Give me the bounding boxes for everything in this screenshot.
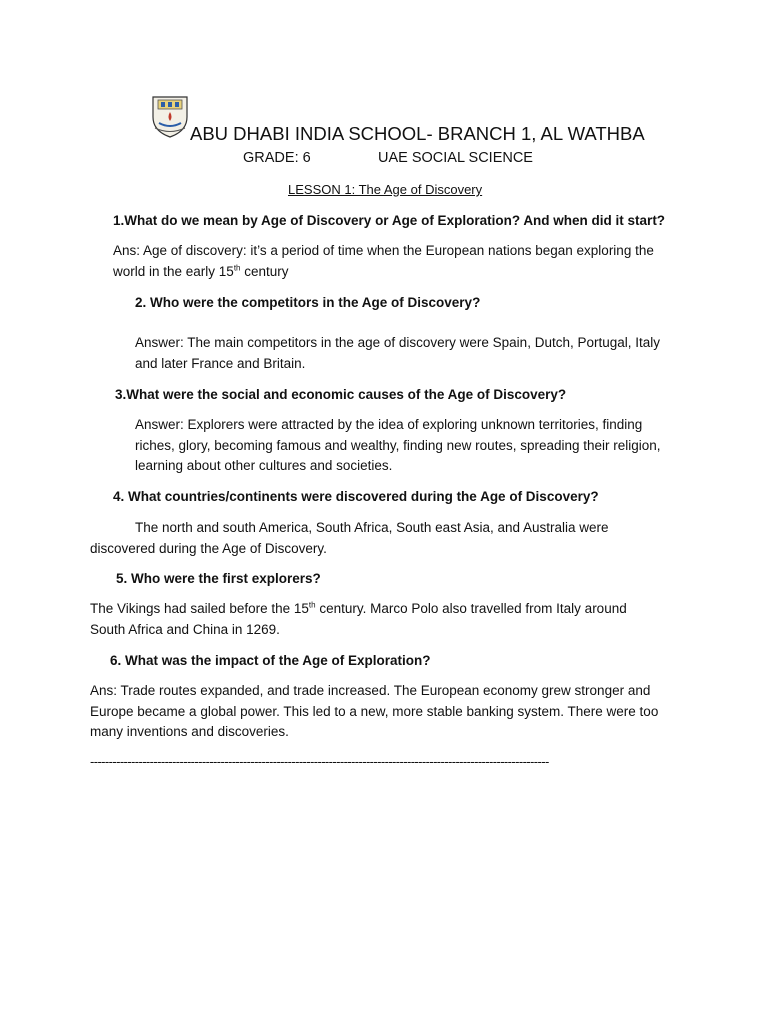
school-logo — [150, 95, 190, 139]
answer-5 — [90, 599, 655, 640]
dashed-divider: --------------------------------------------------------------------------------------------------------------------------- — [90, 754, 549, 769]
lesson-title: LESSON 1: The Age of Discovery — [288, 182, 483, 197]
answer-1-text: Ans: Age of discovery: it’s a period of time when the European nations began exploring the world in the early 15 — [113, 243, 654, 279]
school-name: ABU DHABI INDIA SCHOOL- BRANCH 1, AL WATHBA — [190, 123, 645, 144]
answer-5-text-end: century. Marco Polo also travelled from Italy around South Africa and China in 1269. — [90, 601, 627, 637]
answer-1-text-end: century — [240, 263, 289, 279]
question-2: 2. Who were the competitors in the Age of Discovery? — [135, 295, 481, 310]
question-3: 3.What were the social and economic causes of the Age of Discovery? — [115, 387, 567, 402]
subject-label: UAE SOCIAL SCIENCE — [378, 150, 533, 166]
answer-2: Answer: The main competitors in the age of discovery were Spain, Dutch, Portugal, Italy and later France and Britain. — [135, 335, 661, 371]
answer-6: Ans: Trade routes expanded, and trade increased. The European economy grew stronger and Europe became a global power. This led to a new, more stable banking system. There were too many inventions and discoveries. — [90, 683, 659, 739]
question-1: 1.What do we mean by Age of Discovery or Age of Exploration? And when did it start? — [113, 213, 666, 228]
question-5: 5. Who were the first explorers? — [116, 571, 321, 586]
answer-5-text: The Vikings had sailed before the 15 — [90, 601, 309, 616]
answer-3: Answer: Explorers were attracted by the idea of exploring unknown territories, finding riches, glory, becoming famous and wealthy, finding new routes, spreading their religion, learning about other cultures and societies. — [135, 417, 661, 473]
grade-label: GRADE: 6 — [243, 150, 311, 166]
answer-4: The north and south America, South Africa, South east Asia, and Australia were discovered during the Age of Discovery. — [90, 520, 609, 556]
answer-1-superscript: th — [233, 263, 241, 272]
question-6: 6. What was the impact of the Age of Exploration? — [110, 653, 431, 668]
answer-5-superscript: th — [308, 600, 316, 610]
answer-1 — [113, 241, 673, 282]
question-4: 4. What countries/continents were discovered during the Age of Discovery? — [113, 489, 599, 504]
